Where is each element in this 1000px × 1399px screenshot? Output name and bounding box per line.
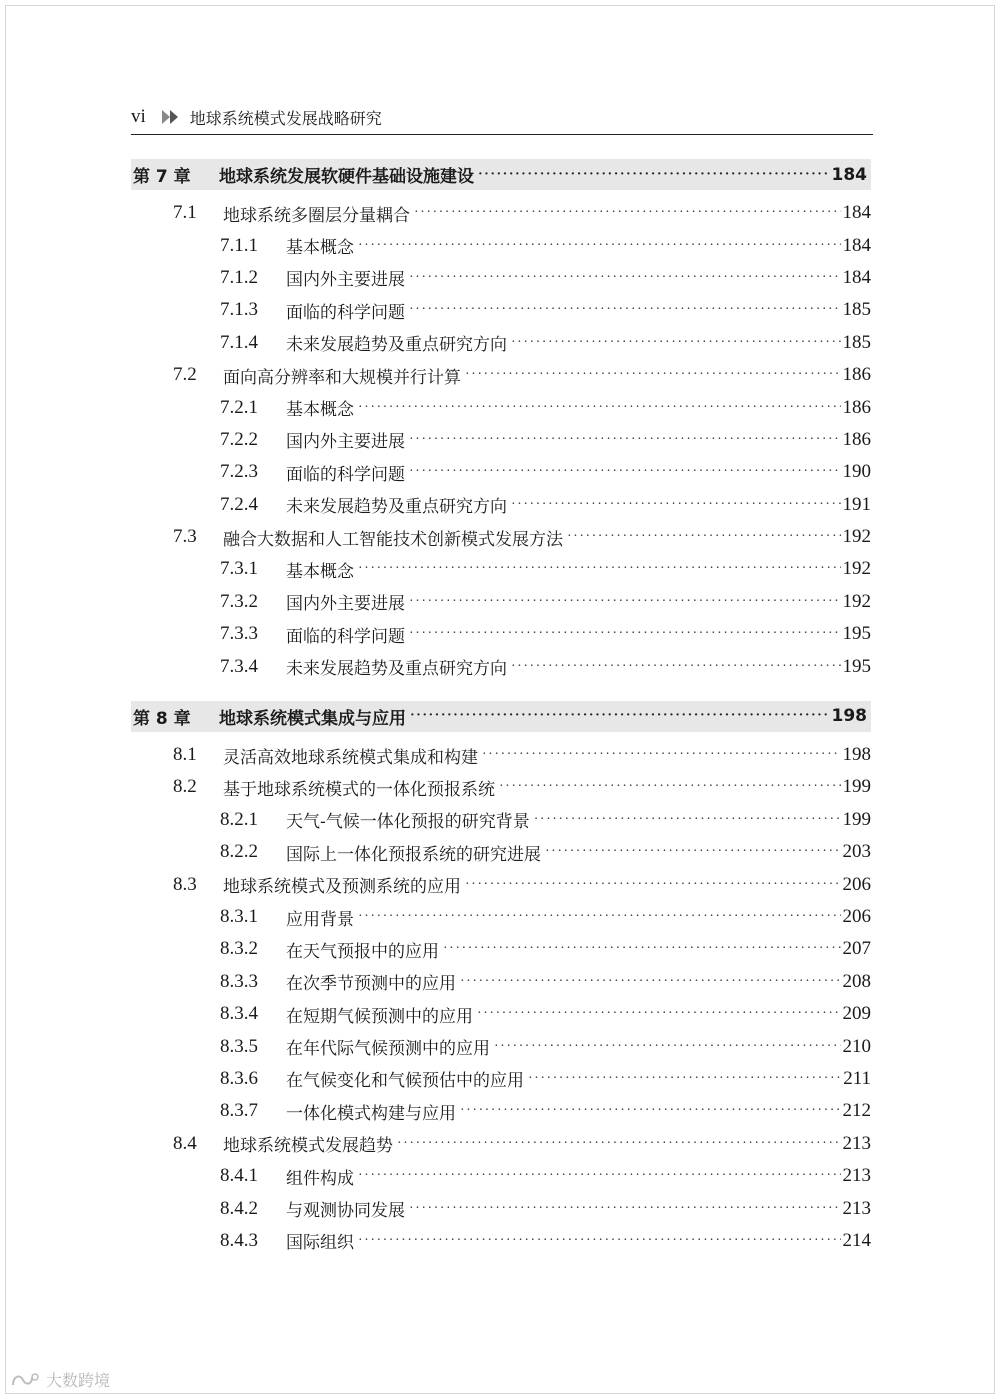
dot-leader xyxy=(494,1039,841,1055)
entry-number: 8.3.3 xyxy=(220,970,258,992)
dot-leader xyxy=(358,400,841,416)
toc-subsection-row[interactable] xyxy=(131,650,871,682)
entry-page: 209 xyxy=(842,1003,871,1025)
toc-subsection-row[interactable] xyxy=(131,1095,871,1127)
dot-leader xyxy=(545,844,841,860)
entry-title: 融合大数据和人工智能技术创新模式发展方法 xyxy=(223,529,563,550)
toc-subsection-row[interactable] xyxy=(131,1063,871,1095)
entry-number: 7.2.1 xyxy=(220,396,258,418)
entry-page: 186 xyxy=(842,396,871,418)
entry-page: 185 xyxy=(842,299,871,321)
toc-subsection-row[interactable] xyxy=(131,804,871,836)
entry-title: 基本概念 xyxy=(286,238,354,259)
entry-page: 185 xyxy=(842,331,871,353)
entry-title: 与观测协同发展 xyxy=(286,1201,405,1222)
toc-subsection-row[interactable] xyxy=(131,424,871,456)
entry-page: 184 xyxy=(842,234,871,256)
toc-section-row[interactable] xyxy=(131,197,871,229)
dot-leader xyxy=(567,529,841,545)
entry-number: 8.3.7 xyxy=(220,1100,258,1122)
entry-number: 7.1.3 xyxy=(220,299,258,321)
entry-title: 面临的科学问题 xyxy=(286,464,405,485)
toc-subsection-row[interactable] xyxy=(131,933,871,965)
toc-chapter-row[interactable] xyxy=(131,159,871,190)
toc-subsection-row[interactable] xyxy=(131,489,871,521)
entry-title: 在天气预报中的应用 xyxy=(286,941,439,962)
entry-title: 国内外主要进展 xyxy=(286,270,405,291)
dot-leader xyxy=(460,974,841,990)
entry-page: 184 xyxy=(842,202,871,224)
entry-title: 应用背景 xyxy=(286,909,354,930)
entry-title: 基本概念 xyxy=(286,400,354,421)
dot-leader xyxy=(409,1201,841,1217)
entry-title: 国内外主要进展 xyxy=(286,594,405,615)
entry-number: 7.1.1 xyxy=(220,234,258,256)
entry-page: 192 xyxy=(842,526,871,548)
dot-leader xyxy=(499,779,841,795)
dot-leader xyxy=(534,812,841,828)
entry-page: 213 xyxy=(842,1165,871,1187)
entry-title: 未来发展趋势及重点研究方向 xyxy=(286,497,507,518)
entry-title: 未来发展趋势及重点研究方向 xyxy=(286,335,507,356)
dot-leader xyxy=(409,464,841,480)
header-page-number: vi xyxy=(131,106,146,127)
double-arrow-icon xyxy=(162,110,180,124)
dot-leader xyxy=(409,270,841,286)
entry-number: 7.3.4 xyxy=(220,655,258,677)
dot-leader xyxy=(358,238,841,254)
entry-number: 8.1 xyxy=(173,744,197,766)
entry-page: 208 xyxy=(842,970,871,992)
dot-leader xyxy=(465,367,841,383)
dot-leader xyxy=(358,909,841,925)
entry-page: 211 xyxy=(843,1067,871,1089)
toc-subsection-row[interactable] xyxy=(131,1030,871,1062)
entry-title: 地球系统模式发展趋势 xyxy=(223,1136,393,1157)
toc-subsection-row[interactable] xyxy=(131,553,871,585)
toc-subsection-row[interactable] xyxy=(131,327,871,359)
toc-subsection-row[interactable] xyxy=(131,1160,871,1192)
entry-number: 7.1.4 xyxy=(220,331,258,353)
entry-title: 面临的科学问题 xyxy=(286,626,405,647)
entry-title: 在年代际气候预测中的应用 xyxy=(286,1039,490,1060)
entry-title: 面临的科学问题 xyxy=(286,302,405,323)
dot-leader xyxy=(358,1168,841,1184)
toc-subsection-row[interactable] xyxy=(131,229,871,261)
entry-page: 192 xyxy=(842,590,871,612)
entry-number: 8.2.1 xyxy=(220,808,258,830)
entry-number: 8.4.2 xyxy=(220,1197,258,1219)
toc-section-row[interactable] xyxy=(131,1128,871,1160)
entry-number: 8.4 xyxy=(173,1132,197,1154)
dot-leader xyxy=(409,594,841,610)
entry-page: 198 xyxy=(842,744,871,766)
dot-leader xyxy=(465,877,841,893)
entry-number: 8.3 xyxy=(173,873,197,895)
toc-subsection-row[interactable] xyxy=(131,836,871,868)
dot-leader xyxy=(410,708,830,724)
dot-leader xyxy=(358,561,841,577)
dot-leader xyxy=(478,167,830,183)
entry-number: 7.3.1 xyxy=(220,558,258,580)
dot-leader xyxy=(409,626,841,642)
toc-subsection-row[interactable] xyxy=(131,618,871,650)
entry-number: 8.4.1 xyxy=(220,1165,258,1187)
entry-page: 213 xyxy=(842,1132,871,1154)
entry-number: 7.2.3 xyxy=(220,461,258,483)
entry-page: 203 xyxy=(842,841,871,863)
watermark xyxy=(10,1368,110,1391)
toc-section-row[interactable] xyxy=(131,359,871,391)
dot-leader xyxy=(414,205,841,221)
chapter-gap xyxy=(131,683,871,699)
toc-section-row[interactable] xyxy=(131,739,871,771)
dot-leader xyxy=(511,659,841,675)
entry-page: 190 xyxy=(842,461,871,483)
watermark-logo-icon xyxy=(10,1372,40,1388)
entry-title: 国际上一体化预报系统的研究进展 xyxy=(286,844,541,865)
dot-leader xyxy=(511,335,841,351)
entry-page: 210 xyxy=(842,1035,871,1057)
entry-page: 192 xyxy=(842,558,871,580)
entry-page: 214 xyxy=(842,1229,871,1251)
entry-page: 206 xyxy=(842,906,871,927)
dot-leader xyxy=(358,1233,841,1249)
entry-title: 基于地球系统模式的一体化预报系统 xyxy=(223,779,495,800)
toc-subsection-row[interactable] xyxy=(131,456,871,488)
entry-number: 7.1.2 xyxy=(220,266,258,288)
entry-number: 8.4.3 xyxy=(220,1229,258,1251)
chapter-title: 地球系统模式集成与应用 xyxy=(219,708,406,729)
entry-number: 8.3.2 xyxy=(220,938,258,960)
entry-page: 186 xyxy=(842,428,871,450)
entry-page: 212 xyxy=(842,1100,871,1122)
entry-title: 在气候变化和气候预估中的应用 xyxy=(286,1071,524,1092)
toc-subsection-row[interactable] xyxy=(131,966,871,998)
entry-number: 7.3.2 xyxy=(220,590,258,612)
entry-number: 8.3.1 xyxy=(220,906,258,927)
entry-title: 在短期气候预测中的应用 xyxy=(286,1006,473,1027)
watermark-text: 大数跨境 xyxy=(46,1371,111,1390)
entry-number: 8.3.5 xyxy=(220,1035,258,1057)
entry-page: 195 xyxy=(842,623,871,645)
entry-title: 天气-气候一体化预报的研究背景 xyxy=(286,812,530,833)
dot-leader xyxy=(397,1136,841,1152)
entry-number: 8.2 xyxy=(173,776,197,798)
entry-page: 184 xyxy=(842,266,871,288)
toc-subsection-row[interactable] xyxy=(131,586,871,618)
entry-title: 组件构成 xyxy=(286,1168,354,1189)
entry-title: 面向高分辨率和大规模并行计算 xyxy=(223,367,461,388)
entry-number: 8.2.2 xyxy=(220,841,258,863)
entry-page: 191 xyxy=(842,493,871,515)
entry-title: 地球系统模式及预测系统的应用 xyxy=(223,877,461,898)
dot-leader xyxy=(409,432,841,448)
toc-subsection-row[interactable] xyxy=(131,391,871,423)
entry-number: 7.2 xyxy=(173,364,197,386)
toc-subsection-row[interactable] xyxy=(131,1192,871,1224)
entry-number: 8.3.6 xyxy=(220,1067,258,1089)
entry-page: 207 xyxy=(842,938,871,960)
entry-number: 7.2.4 xyxy=(220,493,258,515)
dot-leader xyxy=(443,941,841,957)
entry-page: 213 xyxy=(842,1197,871,1219)
entry-title: 灵活高效地球系统模式集成和构建 xyxy=(223,747,478,768)
entry-number: 7.3.3 xyxy=(220,623,258,645)
dot-leader xyxy=(511,497,841,513)
table-of-contents xyxy=(131,157,871,1257)
toc-subsection-row[interactable] xyxy=(131,998,871,1030)
entry-title: 地球系统多圈层分量耦合 xyxy=(223,205,410,226)
running-header xyxy=(131,100,873,135)
dot-leader xyxy=(477,1006,841,1022)
chapter-page: 198 xyxy=(831,706,867,727)
entry-page: 199 xyxy=(842,776,871,798)
toc-subsection-row[interactable] xyxy=(131,262,871,294)
entry-number: 7.2.2 xyxy=(220,428,258,450)
entry-number: 8.3.4 xyxy=(220,1003,258,1025)
dot-leader xyxy=(460,1103,841,1119)
toc-subsection-row[interactable] xyxy=(131,294,871,326)
entry-number: 7.3 xyxy=(173,526,197,548)
entry-title: 未来发展趋势及重点研究方向 xyxy=(286,659,507,680)
chapter-title: 地球系统发展软硬件基础设施建设 xyxy=(219,167,474,187)
dot-leader xyxy=(528,1071,841,1087)
toc-subsection-row[interactable] xyxy=(131,1225,871,1257)
toc-section-row[interactable] xyxy=(131,771,871,803)
entry-page: 186 xyxy=(842,364,871,386)
dot-leader xyxy=(482,747,841,763)
entry-page: 195 xyxy=(842,655,871,677)
entry-title: 一体化模式构建与应用 xyxy=(286,1103,456,1124)
dot-leader xyxy=(409,302,841,318)
header-book-title: 地球系统模式发展战略研究 xyxy=(189,108,382,128)
toc-section-row[interactable] xyxy=(131,868,871,900)
entry-title: 基本概念 xyxy=(286,561,354,582)
toc-section-row[interactable] xyxy=(131,521,871,553)
entry-title: 国际组织 xyxy=(286,1233,354,1254)
entry-title: 国内外主要进展 xyxy=(286,432,405,453)
entry-page: 206 xyxy=(842,873,871,895)
toc-subsection-row[interactable] xyxy=(131,901,871,933)
toc-chapter-row[interactable] xyxy=(131,701,871,732)
chapter-page: 184 xyxy=(831,164,867,185)
entry-number: 7.1 xyxy=(173,202,197,224)
chapter-number: 第 8 章 xyxy=(133,708,191,729)
entry-page: 199 xyxy=(842,808,871,830)
entry-title: 在次季节预测中的应用 xyxy=(286,974,456,995)
chapter-number: 第 7 章 xyxy=(133,167,191,187)
